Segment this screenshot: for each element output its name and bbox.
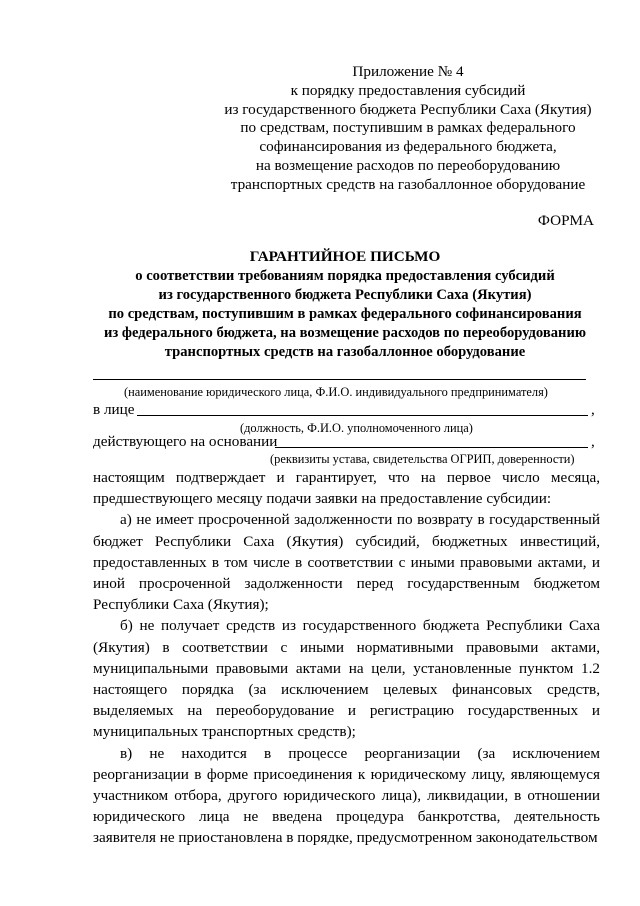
letter-body [93,467,600,849]
appendix-header [200,63,616,195]
appendix-line: транспортных средств на газобаллонное оборудование [230,175,586,193]
representative-caption: (должность, Ф.И.О. уполномоченного лица) [240,421,473,435]
appendix-line: из государственного бюджета Республики Саха (Якутия) [224,100,592,118]
item-b-paragraph: б) не получает средств из государственного бюджета Республики Саха (Якутия) в соответствии с иными нормативными правовыми актами, муниципальными правовыми актами на цели, установленные пунктом 1.2 настоящего порядка (за исключением целевых финансовых средств, выделяемых на переоборудование и регистрацию государственных и муниципальных транспортных средств); [93,617,600,741]
appendix-line: по средствам, поступившим в рамках федерального [240,119,576,137]
item-a-paragraph: а) не имеет просроченной задолженности по возврату в государственный бюджет Республики Саха (Якутия) субсидий, бюджетных инвестиций, предоставленных в том числе в соответствии с иными правовыми актами, и иной просроченной задолженности перед государственным бюджетом Республики Саха (Якутия); [93,511,600,614]
title-line: из федерального бюджета, на возмещение расходов по переоборудованию [103,324,587,341]
document-title [90,248,600,361]
basis-field[interactable] [275,447,588,448]
company-name-field[interactable] [93,379,586,380]
title-line: о соответствии требованиям порядка предоставления субсидий [135,267,555,284]
representative-field[interactable] [137,415,588,416]
title-line: из государственного бюджета Республики Саха (Якутия) [158,286,532,303]
appendix-line: софинансирования из федерального бюджета, [259,138,557,156]
comma-mark: , [591,433,595,450]
title-line: транспортных средств на газобаллонное оборудование [164,343,526,360]
appendix-line: Приложение № 4 [352,63,464,80]
intro-paragraph: настоящим подтверждает и гарантирует, что на первое число месяца, предшествующего месяцу подачи заявки на предоставление субсидии: [93,469,600,508]
company-name-caption: (наименование юридического лица, Ф.И.О. индивидуального предпринимателя) [124,385,548,399]
basis-caption: (реквизиты устава, свидетельства ОГРИП, доверенности) [270,452,575,466]
form-label: ФОРМА [537,212,594,229]
appendix-line: на возмещение расходов по переоборудованию [255,156,561,174]
item-c-paragraph: в) не находится в процессе реорганизации (за исключением реорганизации в форме присоединения к юридическому лицу, являющемуся участником отбора, другого юридического лица), ликвидации, в отношении юридического лица не введена процедура банкротства, деятельность заявителя не приостановлена в порядке, предусмотренном законодательством [93,744,600,847]
acting-basis-label: действующего на основании [93,433,278,450]
comma-mark: , [591,401,595,418]
title-line: по средствам, поступившим в рамках федерального софинансирования [108,305,582,322]
in-person-label: в лице [93,401,135,418]
title-main: ГАРАНТИЙНОЕ ПИСЬМО [249,248,441,265]
appendix-line: к порядку предоставления субсидий [290,81,526,99]
